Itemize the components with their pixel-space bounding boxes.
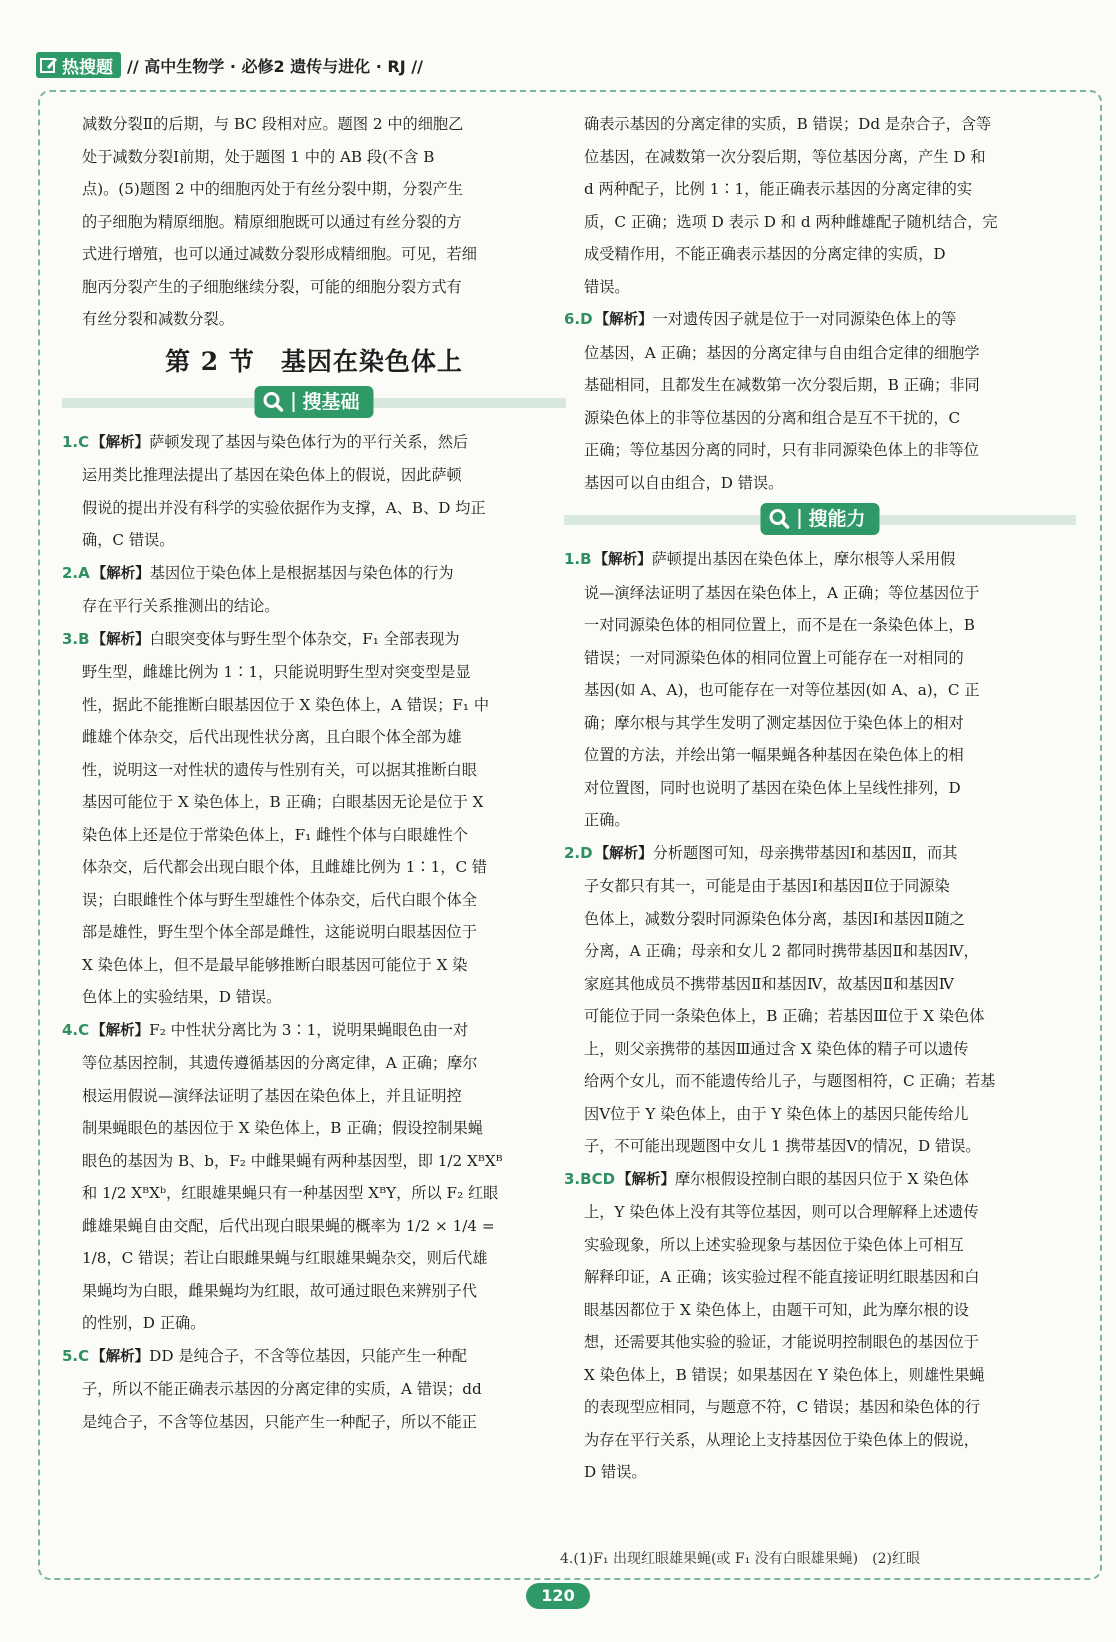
text-line: 确表示基因的分离定律的实质，B 错误；Dd 是杂合子，含等 <box>584 115 992 133</box>
text-line: D 错误。 <box>584 1463 647 1481</box>
text-line: 子女都只有其一，可能是由于基因Ⅰ和基因Ⅱ位于同源染 <box>584 877 950 895</box>
section-bar-ability <box>564 503 1076 535</box>
text-line: 位置的方法，并绘出第一幅果蝇各种基因在染色体上的相 <box>584 746 964 764</box>
answer-number: 4.C <box>62 1020 90 1039</box>
continued-paragraph <box>584 108 1076 303</box>
text-line: 体杂交，后代都会出现白眼个体，且雌雄比例为 1∶1，C 错 <box>82 858 488 876</box>
analysis-tag: 【解析】 <box>594 312 653 328</box>
section-title: 第 2 节 基因在染色体上 <box>165 346 463 376</box>
intro-paragraph <box>62 108 566 336</box>
text-line: 成受精作用，不能正确表示基因的分离定律的实质，D <box>584 245 946 263</box>
analysis-tag: 【解析】 <box>617 1171 676 1188</box>
text-line: 想，还需要其他实验的验证，才能说明控制眼色的基因位于 <box>584 1333 979 1351</box>
text-line: 性，说明这一对性状的遗传与性别有关，可以据其推断白眼 <box>82 760 477 779</box>
answer-item <box>62 557 566 623</box>
text-line: 实验现象，所以上述实验现象与基因位于染色体上可相互 <box>584 1235 964 1254</box>
text-line: 基因可能位于 X 染色体上，B 正确；白眼基因无论是位于 X <box>82 793 484 811</box>
section-pill <box>254 386 373 418</box>
text-line: 萨顿发现了基因与染色体行为的平行关系，然后 <box>149 432 469 451</box>
answer-item <box>564 543 1076 837</box>
text-line: 因Ⅴ位于 Y 染色体上，由于 Y 染色体上的基因只能传给儿 <box>584 1104 969 1123</box>
text-line: 正确。 <box>584 811 630 829</box>
text-line: 上，Y 染色体上没有其等位基因，则可以合理解释上述遗传 <box>584 1203 979 1221</box>
text-line: 基因(如 A、A)，也可能存在一对等位基因(如 A、a)，C 正 <box>584 681 980 699</box>
text-line: 一对遗传因子就是位于一对同源染色体上的等 <box>652 310 957 328</box>
answer-number: 2.D <box>564 843 593 862</box>
text-line: DD 是纯合子，不含等位基因，只能产生一种配 <box>149 1346 467 1365</box>
text-line: 为存在平行关系，从理论上支持基因位于染色体上的假说， <box>584 1430 979 1449</box>
text-line: 错误；一对同源染色体的相同位置上可能存在一对相同的 <box>584 648 964 667</box>
text-line: 雌雄果蝇自由交配，后代出现白眼果蝇的概率为 1/2 × 1/4 = <box>82 1216 495 1235</box>
text-line: 萨顿提出基因在染色体上，摩尔根等人采用假 <box>651 550 956 568</box>
text-line: 上，则父亲携带的基因Ⅲ通过含 X 染色体的精子可以遗传 <box>584 1039 969 1058</box>
text-line: 胞丙分裂产生的子细胞继续分裂，可能的细胞分裂方式有 <box>82 277 462 296</box>
text-line: 解释印证，A 正确；该实验过程不能直接证明红眼基因和白 <box>584 1268 980 1286</box>
text-line: 位基因，A 正确；基因的分离定律与自由组合定律的细胞学 <box>584 343 980 362</box>
text-line: 部是雄性，野生型个体全部是雌性，这能说明白眼基因位于 <box>82 923 477 941</box>
analysis-tag: 【解析】 <box>91 565 150 582</box>
text-line: 子，不可能出现题图中女儿 1 携带基因Ⅴ的情况，D 错误。 <box>584 1137 981 1155</box>
brand-logo-text: 热搜题 <box>62 57 113 78</box>
text-line: 确，C 错误。 <box>82 531 175 549</box>
text-line: 眼基因都位于 X 染色体上，由题干可知，此为摩尔根的设 <box>584 1300 969 1319</box>
text-line: 假说的提出并没有科学的实验依据作为支撑，A、B、D 均正 <box>82 498 486 517</box>
edit-icon <box>40 56 58 74</box>
analysis-tag: 【解析】 <box>91 631 150 648</box>
text-line: 源染色体上的非等位基因的分离和组合是互不干扰的，C <box>584 408 961 427</box>
answer-item <box>62 623 566 1014</box>
text-line: 的表现型应相同，与题意不符，C 错误；基因和染色体的行 <box>584 1398 981 1416</box>
text-line: 误；白眼雌性个体与野生型雄性个体杂交，后代白眼个体全 <box>82 890 477 909</box>
text-line: 色体上，减数分裂时同源染色体分离，基因Ⅰ和基因Ⅱ随之 <box>584 909 965 928</box>
answer-number: 3.B <box>62 629 90 648</box>
text-line: 的子细胞为精原细胞。精原细胞既可以通过有丝分裂的方 <box>82 212 462 231</box>
text-line: 基因位于染色体上是根据基因与染色体的行为 <box>149 563 454 582</box>
left-column <box>62 108 566 1438</box>
text-line: 基础相同，且都发生在减数第一次分裂后期，B 正确；非同 <box>584 376 980 394</box>
text-line: 确；摩尔根与其学生发明了测定基因位于染色体上的相对 <box>584 713 964 732</box>
text-line: 雌雄个体杂交，后代出现性状分离，且白眼个体全部为雄 <box>82 728 462 746</box>
answer-item <box>62 426 566 557</box>
text-line: 的性别，D 正确。 <box>82 1314 206 1332</box>
answer-number: 1.C <box>62 432 90 451</box>
answer-number: 6.D <box>564 310 593 328</box>
brand-logo <box>36 52 121 78</box>
text-line: 摩尔根假设控制白眼的基因只位于 X 染色体 <box>675 1169 969 1188</box>
text-line: 是纯合子，不含等位基因，只能产生一种配子，所以不能正 <box>82 1412 477 1431</box>
text-line: 正确；等位基因分离的同时，只有非同源染色体上的非等位 <box>584 441 979 459</box>
analysis-tag: 【解析】 <box>593 552 652 568</box>
text-line: 错误。 <box>584 277 630 296</box>
analysis-tag: 【解析】 <box>594 845 653 862</box>
text-line: 眼色的基因为 B、b，F₂ 中雌果蝇有两种基因型，即 1/2 XᴮXᴮ <box>82 1151 503 1170</box>
analysis-tag: 【解析】 <box>91 434 150 451</box>
text-line: 制果蝇眼色的基因位于 X 染色体上，B 正确；假设控制果蝇 <box>82 1119 483 1137</box>
text-line: 有丝分裂和减数分裂。 <box>82 310 234 328</box>
text-line: 说—演绎法证明了基因在染色体上，A 正确；等位基因位于 <box>584 583 980 602</box>
text-line: 家庭其他成员不携带基因Ⅱ和基因Ⅳ，故基因Ⅱ和基因Ⅳ <box>584 974 954 993</box>
text-line: 分析题图可知，母亲携带基因Ⅰ和基因Ⅱ，而其 <box>652 843 958 862</box>
right-column <box>564 108 1076 1489</box>
answer-item <box>62 1340 566 1439</box>
answer-number: 5.C <box>62 1346 90 1365</box>
text-line: 质，C 正确；选项 D 表示 D 和 d 两种雌雄配子随机结合，完 <box>584 212 998 231</box>
footer-answer-line: 4.(1)F₁ 出现红眼雄果蝇(或 F₁ 没有白眼雄果蝇) (2)红眼 <box>560 1551 920 1567</box>
text-line: 可能位于同一条染色体上，B 正确；若基因Ⅲ位于 X 染色体 <box>584 1007 985 1025</box>
section-bar-basic <box>62 386 566 418</box>
text-line: 根运用假说—演绎法证明了基因在染色体上，并且证明控 <box>82 1086 462 1105</box>
answer-item <box>564 1163 1076 1489</box>
text-line: 存在平行关系推测出的结论。 <box>82 597 280 615</box>
analysis-tag: 【解析】 <box>91 1022 150 1039</box>
answer-item <box>564 837 1076 1163</box>
text-line: 和 1/2 XᴮXᵇ，红眼雄果蝇只有一种基因型 XᴮY，所以 F₂ 红眼 <box>82 1184 499 1202</box>
text-line: 色体上的实验结果，D 错误。 <box>82 988 282 1006</box>
answer-number: 1.B <box>564 550 592 568</box>
section-pill <box>760 503 879 535</box>
text-line: X 染色体上，但不是最早能够推断白眼基因可能位于 X 染 <box>82 955 468 974</box>
text-line: 点)。(5)题图 2 中的细胞丙处于有丝分裂中期，分裂产生 <box>82 180 463 198</box>
text-line: 染色体上还是位于常染色体上，F₁ 雌性个体与白眼雄性个 <box>82 825 468 844</box>
text-line: 分离，A 正确；母亲和女儿 2 都同时携带基因Ⅱ和基因Ⅳ， <box>584 942 979 960</box>
analysis-tag: 【解析】 <box>91 1348 150 1365</box>
text-line: 基因可以自由组合，D 错误。 <box>584 473 784 492</box>
text-line: 白眼突变体与野生型个体杂交，F₁ 全部表现为 <box>149 629 460 648</box>
text-line: 性，据此不能推断白眼基因位于 X 染色体上，A 错误；F₁ 中 <box>82 695 490 714</box>
text-line: 式进行增殖，也可以通过减数分裂形成精细胞。可见，若细 <box>82 245 477 263</box>
text-line: 位基因，在减数第一次分裂后期，等位基因分离，产生 D 和 <box>584 147 986 166</box>
section-pill-label: 搜能力 <box>808 508 866 530</box>
text-line: 对位置图，同时也说明了基因在染色体上呈线性排列，D <box>584 778 961 797</box>
text-line: 运用类比推理法提出了基因在染色体上的假说，因此萨顿 <box>82 466 462 484</box>
page-number: 120 <box>526 1583 590 1609</box>
search-icon <box>768 508 790 530</box>
section-pill-label: 搜基础 <box>302 390 360 413</box>
text-line: 子，所以不能正确表示基因的分离定律的实质，A 错误；dd <box>82 1380 482 1398</box>
text-line: 等位基因控制，其遗传遵循基因的分离定律，A 正确；摩尔 <box>82 1054 478 1072</box>
text-line: 一对同源染色体的相同位置上，而不是在一条染色体上，B <box>584 616 975 634</box>
search-icon <box>262 391 284 413</box>
text-line: 野生型，雌雄比例为 1∶1，只能说明野生型对突变型是显 <box>82 663 471 681</box>
text-line: 处于减数分裂Ⅰ前期，处于题图 1 中的 AB 段(不含 B <box>82 147 435 166</box>
text-line: 1/8，C 错误；若让白眼雌果蝇与红眼雄果蝇杂交，则后代雄 <box>82 1249 488 1267</box>
text-line: 给两个女儿，而不能遗传给儿子，与题图相符，C 正确；若基 <box>584 1072 996 1090</box>
text-line: 果蝇均为白眼，雌果蝇均为红眼，故可通过眼色来辨别子代 <box>82 1281 477 1300</box>
answer-item <box>62 1014 566 1340</box>
answer-item <box>564 303 1076 499</box>
text-line: F₂ 中性状分离比为 3∶1，说明果蝇眼色由一对 <box>149 1020 469 1039</box>
breadcrumb: // 高中生物学 · 必修2 遗传与进化 · RJ // <box>127 56 423 76</box>
text-line: 减数分裂Ⅱ的后期，与 BC 段相对应。题图 2 中的细胞乙 <box>82 115 464 133</box>
text-line: d 两种配子，比例 1∶1，能正确表示基因的分离定律的实 <box>584 180 973 198</box>
answer-number: 2.A <box>62 563 90 582</box>
page-header <box>36 50 423 80</box>
answer-number: 3.BCD <box>564 1169 616 1188</box>
text-line: X 染色体上，B 错误；如果基因在 Y 染色体上，则雄性果蝇 <box>584 1365 985 1384</box>
